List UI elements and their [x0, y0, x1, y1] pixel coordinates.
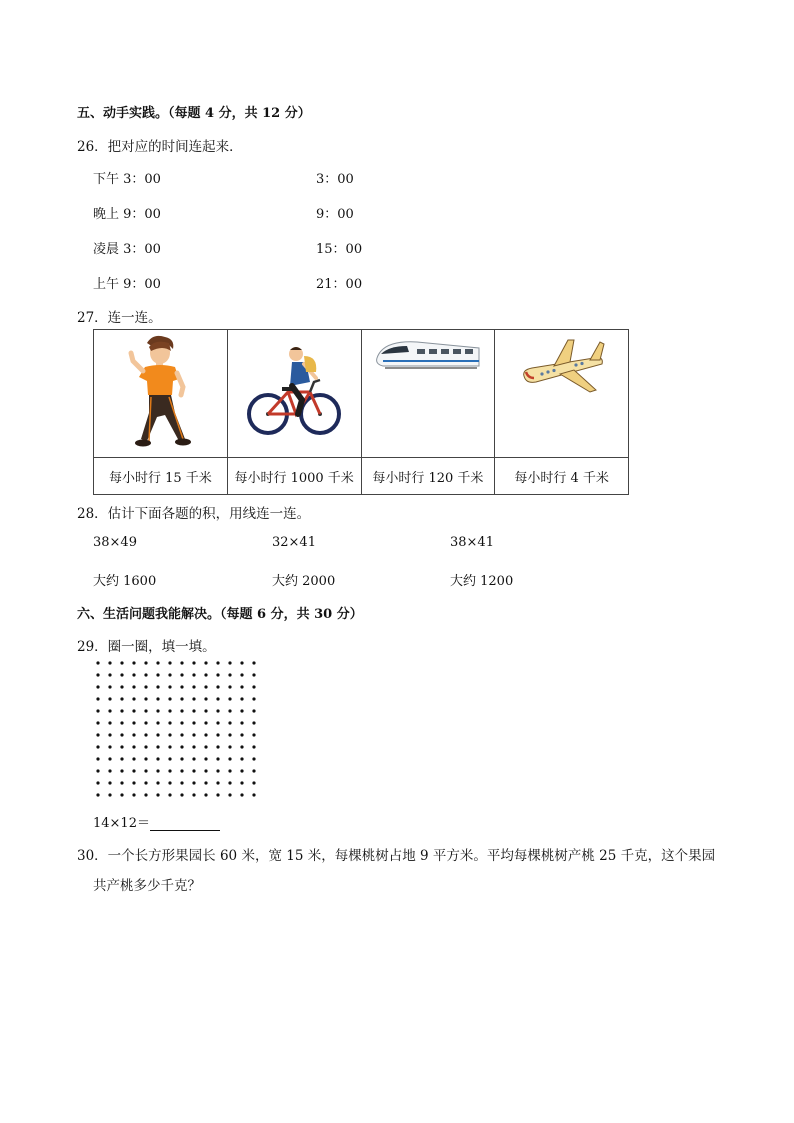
grid-dot [180, 709, 183, 712]
q26-prompt: 26．把对应的时间连起来． [77, 139, 243, 155]
grid-dot [252, 721, 255, 724]
q27-label-1: 每小时行 15 千米 [94, 458, 228, 495]
q27-matching-table [93, 329, 629, 495]
grid-dot [228, 661, 231, 664]
grid-dot [156, 733, 159, 736]
grid-dot [204, 709, 207, 712]
grid-dot [144, 721, 147, 724]
grid-dot [204, 793, 207, 796]
grid-dot [108, 733, 111, 736]
grid-dot [228, 697, 231, 700]
q26-left-3: 凌晨 3：00 [93, 242, 161, 257]
q26-right-1: 3：00 [316, 172, 354, 187]
grid-dot [96, 745, 99, 748]
airplane-icon [514, 336, 610, 396]
grid-dot [132, 793, 135, 796]
grid-dot [204, 721, 207, 724]
grid-dot [108, 721, 111, 724]
grid-dot [180, 769, 183, 772]
grid-dot [228, 733, 231, 736]
grid-dot [132, 769, 135, 772]
grid-dot [228, 745, 231, 748]
grid-dot [120, 781, 123, 784]
grid-dot [204, 769, 207, 772]
grid-dot [180, 793, 183, 796]
grid-dot [192, 661, 195, 664]
grid-dot [240, 673, 243, 676]
section-5-title: 五、动手实践。（每题 4 分，共 12 分） [77, 106, 311, 121]
grid-dot [120, 721, 123, 724]
grid-dot [156, 721, 159, 724]
grid-dot [180, 745, 183, 748]
grid-dot [180, 757, 183, 760]
grid-dot [228, 793, 231, 796]
grid-dot [156, 709, 159, 712]
grid-dot [120, 685, 123, 688]
grid-dot [216, 721, 219, 724]
grid-dot [108, 781, 111, 784]
grid-dot [120, 745, 123, 748]
grid-dot [240, 745, 243, 748]
q26-left-4: 上午 9：00 [93, 277, 161, 292]
q29-equation: 14×12＝ [93, 816, 150, 831]
grid-dot [168, 757, 171, 760]
grid-dot [192, 745, 195, 748]
q29-prompt: 29．圈一圈，填一填。 [77, 639, 216, 655]
grid-dot [204, 661, 207, 664]
grid-dot [144, 697, 147, 700]
grid-dot [108, 769, 111, 772]
q29-dot-grid [93, 658, 261, 800]
grid-dot [216, 733, 219, 736]
q27-picture-cell-3 [361, 330, 495, 458]
grid-dot [216, 745, 219, 748]
grid-dot [96, 685, 99, 688]
grid-dot [240, 733, 243, 736]
grid-dot [156, 661, 159, 664]
grid-dot [204, 781, 207, 784]
grid-dot [204, 733, 207, 736]
grid-dot [156, 769, 159, 772]
grid-dot [240, 757, 243, 760]
grid-dot [108, 697, 111, 700]
grid-dot [180, 685, 183, 688]
grid-dot [168, 697, 171, 700]
grid-dot [204, 685, 207, 688]
grid-dot [252, 697, 255, 700]
q29-answer-blank[interactable] [150, 817, 220, 831]
grid-dot [252, 757, 255, 760]
grid-dot [108, 709, 111, 712]
q26-left-2: 晚上 9：00 [93, 207, 161, 222]
grid-dot [96, 781, 99, 784]
grid-dot [180, 661, 183, 664]
grid-dot [228, 709, 231, 712]
grid-dot [120, 709, 123, 712]
grid-dot [132, 745, 135, 748]
grid-dot [252, 781, 255, 784]
grid-dot [144, 661, 147, 664]
q27-label-4: 每小时行 4 千米 [495, 458, 629, 495]
grid-dot [108, 661, 111, 664]
q30-question-line-1: 30．一个长方形果园长 60 米，宽 15 米，每棵桃树占地 9 平方米。平均每棵桃树产桃 25 千克，这个果园 [77, 848, 716, 864]
q28-expression-3: 38×41 [450, 535, 494, 550]
grid-dot [96, 673, 99, 676]
grid-dot [132, 697, 135, 700]
grid-dot [144, 709, 147, 712]
grid-dot [228, 757, 231, 760]
grid-dot [192, 781, 195, 784]
q27-picture-cell-2 [227, 330, 361, 458]
grid-dot [216, 769, 219, 772]
grid-dot [168, 661, 171, 664]
grid-dot [192, 673, 195, 676]
q30-answer-area[interactable] [93, 900, 713, 1100]
grid-dot [156, 673, 159, 676]
grid-dot [132, 757, 135, 760]
walking-person-icon [125, 333, 195, 451]
cyclist-icon [244, 342, 344, 442]
grid-dot [180, 733, 183, 736]
grid-dot [144, 793, 147, 796]
grid-dot [216, 685, 219, 688]
grid-dot [180, 721, 183, 724]
grid-dot [144, 673, 147, 676]
grid-dot [168, 685, 171, 688]
grid-dot [132, 661, 135, 664]
grid-dot [120, 673, 123, 676]
grid-dot [108, 745, 111, 748]
grid-dot [168, 781, 171, 784]
grid-dot [120, 769, 123, 772]
grid-dot [216, 697, 219, 700]
grid-dot [180, 697, 183, 700]
q26-right-2: 9：00 [316, 207, 354, 222]
q26-left-1: 下午 3：00 [93, 172, 161, 187]
q26-right-4: 21：00 [316, 277, 363, 292]
grid-dot [204, 745, 207, 748]
section-6-title: 六、生活问题我能解决。（每题 6 分，共 30 分） [77, 607, 363, 622]
grid-dot [192, 769, 195, 772]
grid-dot [168, 793, 171, 796]
grid-dot [240, 781, 243, 784]
q27-label-2: 每小时行 1000 千米 [227, 458, 361, 495]
q27-picture-cell-4 [495, 330, 629, 458]
grid-dot [132, 781, 135, 784]
grid-dot [240, 685, 243, 688]
grid-dot [228, 781, 231, 784]
q29-answer-line [93, 812, 220, 831]
q26-right-3: 15：00 [316, 242, 363, 257]
grid-dot [240, 769, 243, 772]
grid-dot [216, 709, 219, 712]
grid-dot [216, 793, 219, 796]
grid-dot [96, 697, 99, 700]
grid-dot [132, 721, 135, 724]
grid-dot [144, 769, 147, 772]
q28-estimate-2: 大约 2000 [272, 574, 336, 589]
grid-dot [144, 781, 147, 784]
grid-dot [252, 685, 255, 688]
grid-dot [192, 721, 195, 724]
q30-question-line-2: 共产桃多少千克？ [93, 878, 201, 894]
grid-dot [96, 661, 99, 664]
grid-dot [192, 757, 195, 760]
grid-dot [96, 793, 99, 796]
grid-dot [252, 733, 255, 736]
grid-dot [168, 721, 171, 724]
q27-prompt: 27．连一连。 [77, 310, 162, 326]
grid-dot [156, 745, 159, 748]
grid-dot [192, 793, 195, 796]
grid-dot [156, 793, 159, 796]
grid-dot [228, 685, 231, 688]
grid-dot [120, 757, 123, 760]
grid-dot [204, 697, 207, 700]
grid-dot [180, 781, 183, 784]
grid-dot [168, 709, 171, 712]
grid-dot [96, 733, 99, 736]
grid-dot [204, 673, 207, 676]
grid-dot [252, 661, 255, 664]
grid-dot [180, 673, 183, 676]
grid-dot [120, 733, 123, 736]
grid-dot [192, 709, 195, 712]
grid-dot [252, 709, 255, 712]
grid-dot [108, 757, 111, 760]
grid-dot [144, 685, 147, 688]
grid-dot [96, 721, 99, 724]
grid-dot [192, 685, 195, 688]
grid-dot [168, 673, 171, 676]
grid-dot [156, 781, 159, 784]
grid-dot [108, 673, 111, 676]
grid-dot [144, 733, 147, 736]
grid-dot [216, 757, 219, 760]
grid-dot [204, 757, 207, 760]
q27-label-3: 每小时行 120 千米 [361, 458, 495, 495]
q28-expression-2: 32×41 [272, 535, 316, 550]
q27-picture-cell-1 [94, 330, 228, 458]
grid-dot [120, 661, 123, 664]
grid-dot [120, 793, 123, 796]
grid-dot [228, 769, 231, 772]
grid-dot [228, 673, 231, 676]
grid-dot [216, 661, 219, 664]
grid-dot [132, 673, 135, 676]
grid-dot [240, 793, 243, 796]
grid-dot [156, 697, 159, 700]
grid-dot [252, 745, 255, 748]
grid-dot [240, 697, 243, 700]
high-speed-train-icon [373, 334, 483, 374]
grid-dot [144, 757, 147, 760]
grid-dot [168, 733, 171, 736]
grid-dot [192, 697, 195, 700]
grid-dot [120, 697, 123, 700]
grid-dot [144, 745, 147, 748]
grid-dot [96, 709, 99, 712]
q28-estimate-1: 大约 1600 [93, 574, 157, 589]
q28-estimate-3: 大约 1200 [450, 574, 514, 589]
grid-dot [168, 769, 171, 772]
grid-dot [132, 685, 135, 688]
grid-dot [252, 673, 255, 676]
grid-dot [96, 757, 99, 760]
grid-dot [252, 769, 255, 772]
grid-dot [168, 745, 171, 748]
grid-dot [240, 709, 243, 712]
grid-dot [240, 661, 243, 664]
grid-dot [132, 733, 135, 736]
grid-dot [132, 709, 135, 712]
grid-dot [240, 721, 243, 724]
grid-dot [228, 721, 231, 724]
grid-dot [252, 793, 255, 796]
grid-dot [216, 673, 219, 676]
grid-dot [156, 757, 159, 760]
grid-dot [192, 733, 195, 736]
grid-dot [216, 781, 219, 784]
q28-prompt: 28．估计下面各题的积，用线连一连。 [77, 506, 311, 522]
grid-dot [96, 769, 99, 772]
grid-dot [108, 685, 111, 688]
grid-dot [156, 685, 159, 688]
q28-expression-1: 38×49 [93, 535, 137, 550]
grid-dot [108, 793, 111, 796]
